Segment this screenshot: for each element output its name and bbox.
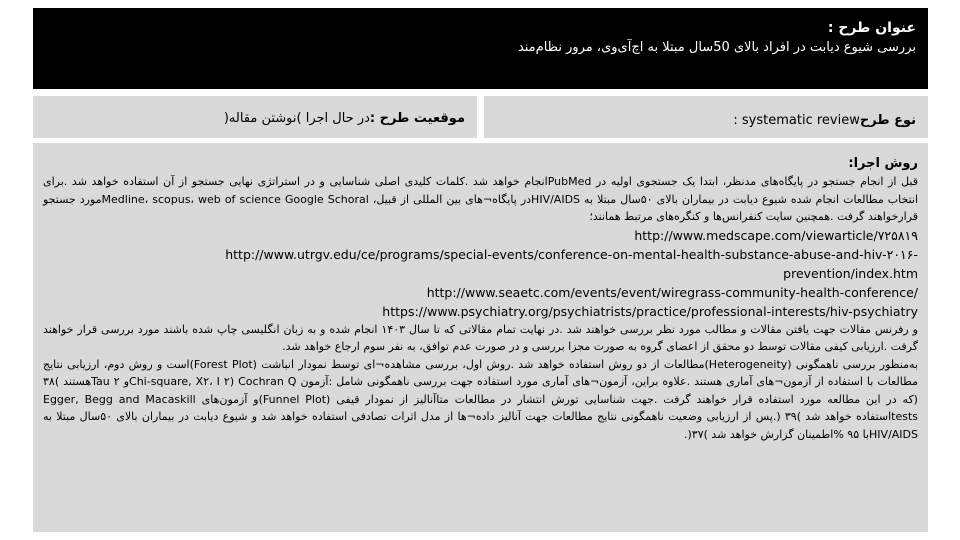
study-type-box xyxy=(484,96,928,138)
study-status-box xyxy=(33,96,477,138)
reference-url: http://www.utrgv.edu/ce/programs/special-events/conference-on-mental-health-substance-abuse-and-hiv-۲۰۱۶- xyxy=(225,246,918,262)
reference-url: https://www.psychiatry.org/psychiatrists/practice/professional-interests/hiv-psychiatry xyxy=(382,303,918,319)
methods-paragraph-2: و رفرنس مقالات جهت یافتن مقالات و مطالب مورد نظر بررسی خواهند شد .در نهایت تمام مقالاتی که تا سال ۱۴۰۳ انجام شده و به زبان انگلیسی چاپ شده باشند مورد بررسی قرار خواهند گرفت .ارزیابی کیفی مقالات توسط دو محقق از اعضای گروه به صورت مجزا بررسی و در صورت عدم توافق، به نفر سوم ارجاع خواهد شد. xyxy=(43,322,918,353)
methods-heading: روش اجرا: xyxy=(848,156,918,171)
reference-url: http://www.seaetc.com/events/event/wiregrass-community-health-conference/ xyxy=(426,284,918,300)
reference-url: prevention/index.htm xyxy=(783,265,918,281)
project-title: بررسی شیوع دیابت در افراد بالای 50سال مبتلا به اچ‌آی‌وی، مرور نظام‌مند xyxy=(517,40,916,55)
study-type-label: نوع طرح xyxy=(859,113,916,128)
study-status-value: در حال اجرا )نوشتن مقاله( xyxy=(223,111,370,126)
study-type-value: systematic review : xyxy=(733,113,860,128)
title-label: عنوان طرح : xyxy=(827,20,916,36)
methods-paragraph-3: به‌منظور بررسی ناهمگونی (Heterogeneity)مطالعات از دو روش استفاده خواهد شد .روش اول، بررسی مشاهده¬ای توسط نمودار انباشت (Forest Plot)است و روش دوم، ارزیابی نتایج مطالعات با استفاده از آزمون¬های آماری هستند .علاوه براین، آزمون¬های آماری مورد استفاده جهت بررسی ناهمگونی شامل :آزمون Cochran Q (Chi-square, X۲، I ۲و Tau ۲هستند )۳۸ (که در این مطالعه مورد استفاده قرار خواهند گرفت .جهت شناسایی تورش انتشار در مطالعات متاآنالیز از نمودار قیفی (Funnel Plot)و آزمون‌های Egger, Begg and Macaskill testsاستفاده خواهد شد )۳۹ (.پس از ارزیابی وضعیت ناهمگونی نتایج مطالعات جهت آنالیز داده¬ها از مدل اثرات تصادفی استفاده خواهد شد و شیوع دیابت در بیماران بالای ۵۰سال مبتلا به HIV/AIDSبا ۹۵ %اطمینان گزارش خواهد شد )۳۷(. xyxy=(43,357,918,441)
methods-paragraph-1: قبل از انجام جستجو در پایگاه‌های مدنظر، ابتدا یک جستجوی اولیه در PubMedانجام خواهد شد .کلمات کلیدی اصلی شناسایی و در استراتژی نهایی جستجو از آن استفاده خواهد شد .برای انتخاب مطالعات انجام شده شیوع دیابت در بیماران بالای ۵۰سال مبتلا به HIV/AIDSدر پایگاه¬های بین المللی از قبیل، Medline، scopus، web of science Google Schoralمورد جستجو قرارخواهند گرفت .همچنین سایت کنفرانس‌ها و کنگره‌های مرتبط همانند؛ xyxy=(43,175,919,223)
methods-box xyxy=(33,143,928,532)
title-box xyxy=(33,8,928,89)
reference-url: http://www.medscape.com/viewarticle/۷۲۵۸۱۹ xyxy=(634,227,918,243)
study-status-label: موقعیت طرح : xyxy=(369,111,465,126)
